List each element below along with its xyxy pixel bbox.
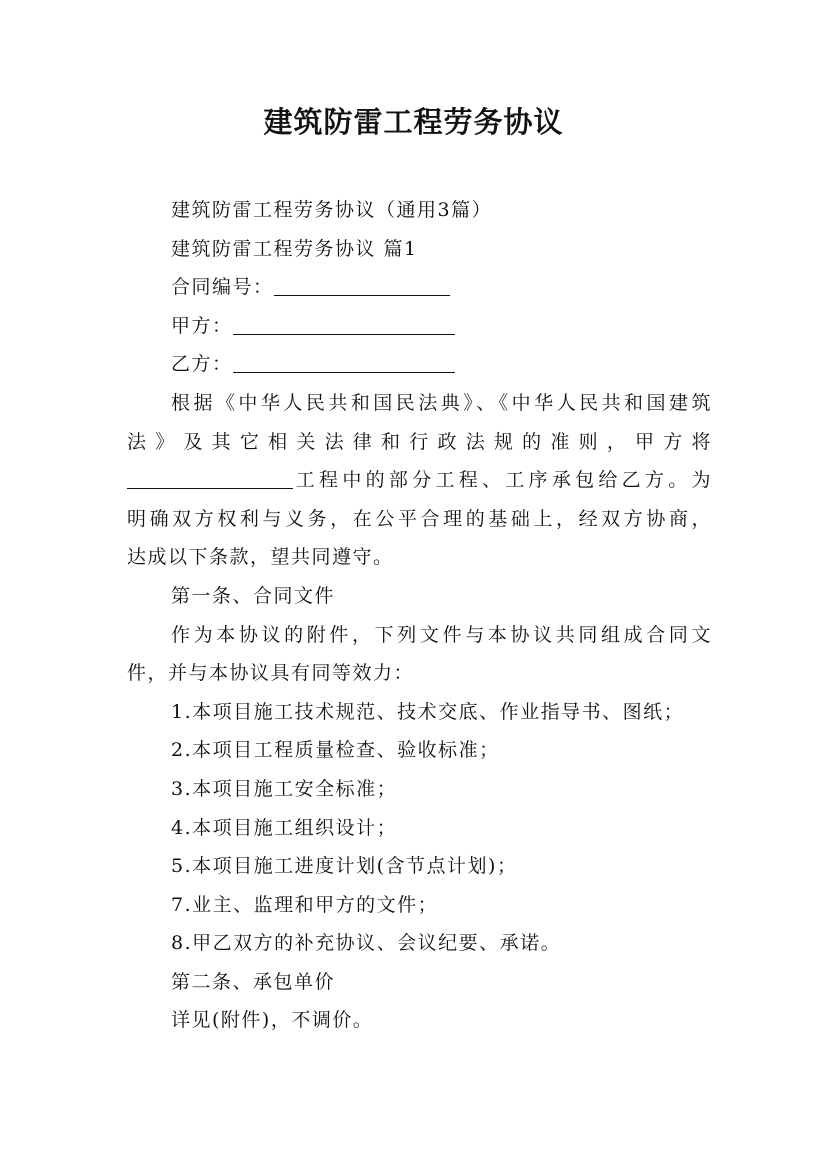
article-1-item: 8.甲乙双方的补充协议、会议纪要、承诺。 [171,932,562,955]
article-1-heading: 第一条、合同文件 [171,584,336,607]
party-a-label: 甲方： [171,314,233,337]
party-a-blank [233,312,455,335]
article-2-text: 详见(附件)，不调价。 [171,1009,374,1032]
part-heading: 建筑防雷工程劳务协议 篇1 [171,237,418,260]
document-subtitle: 建筑防雷工程劳务协议（通用3篇） [171,199,493,221]
article-1-text-line-2: 件，并与本协议具有同等效力： [127,662,415,685]
article-1-item: 5.本项目施工进度计划(含节点计划)； [171,855,518,878]
document-body [127,191,712,1040]
document-title: 建筑防雷工程劳务协议 [263,105,564,139]
intro-line-2: 法》及其它相关法律和行政法规的准则，甲方将 [127,430,712,453]
party-b-blank [233,350,455,373]
article-1-item: 4.本项目施工组织设计； [171,816,398,839]
intro-line-3-text: 工程中的部分工程、工序承包给乙方。为 [293,469,712,492]
article-1-item: 7.业主、监理和甲方的文件； [171,893,439,916]
contract-number-line [127,268,712,307]
intro-line-4: 明确双方权利与义务，在公平合理的基础上，经双方协商， [127,507,712,530]
party-b-label: 乙方： [171,353,233,376]
article-1-item: 1.本项目施工技术规范、技术交底、作业指导书、图纸； [171,700,685,723]
contract-number-label: 合同编号： [171,276,274,299]
intro-line-5: 达成以下条款，望共同遵守。 [127,546,394,569]
project-name-blank [127,466,293,489]
party-b-line [127,345,712,384]
article-1-item: 3.本项目施工安全标准； [171,777,398,800]
intro-line-1: 根据《中华人民共和国民法典》、《中华人民共和国建筑 [171,391,712,414]
intro-line-3 [127,461,712,500]
article-1-item: 2.本项目工程质量检查、验收标准； [171,739,500,762]
party-a-line [127,307,712,346]
contract-number-blank [274,273,450,296]
article-1-text-line-1: 作为本协议的附件，下列文件与本协议共同组成合同文 [171,623,712,646]
article-2-heading: 第二条、承包单价 [171,970,336,993]
